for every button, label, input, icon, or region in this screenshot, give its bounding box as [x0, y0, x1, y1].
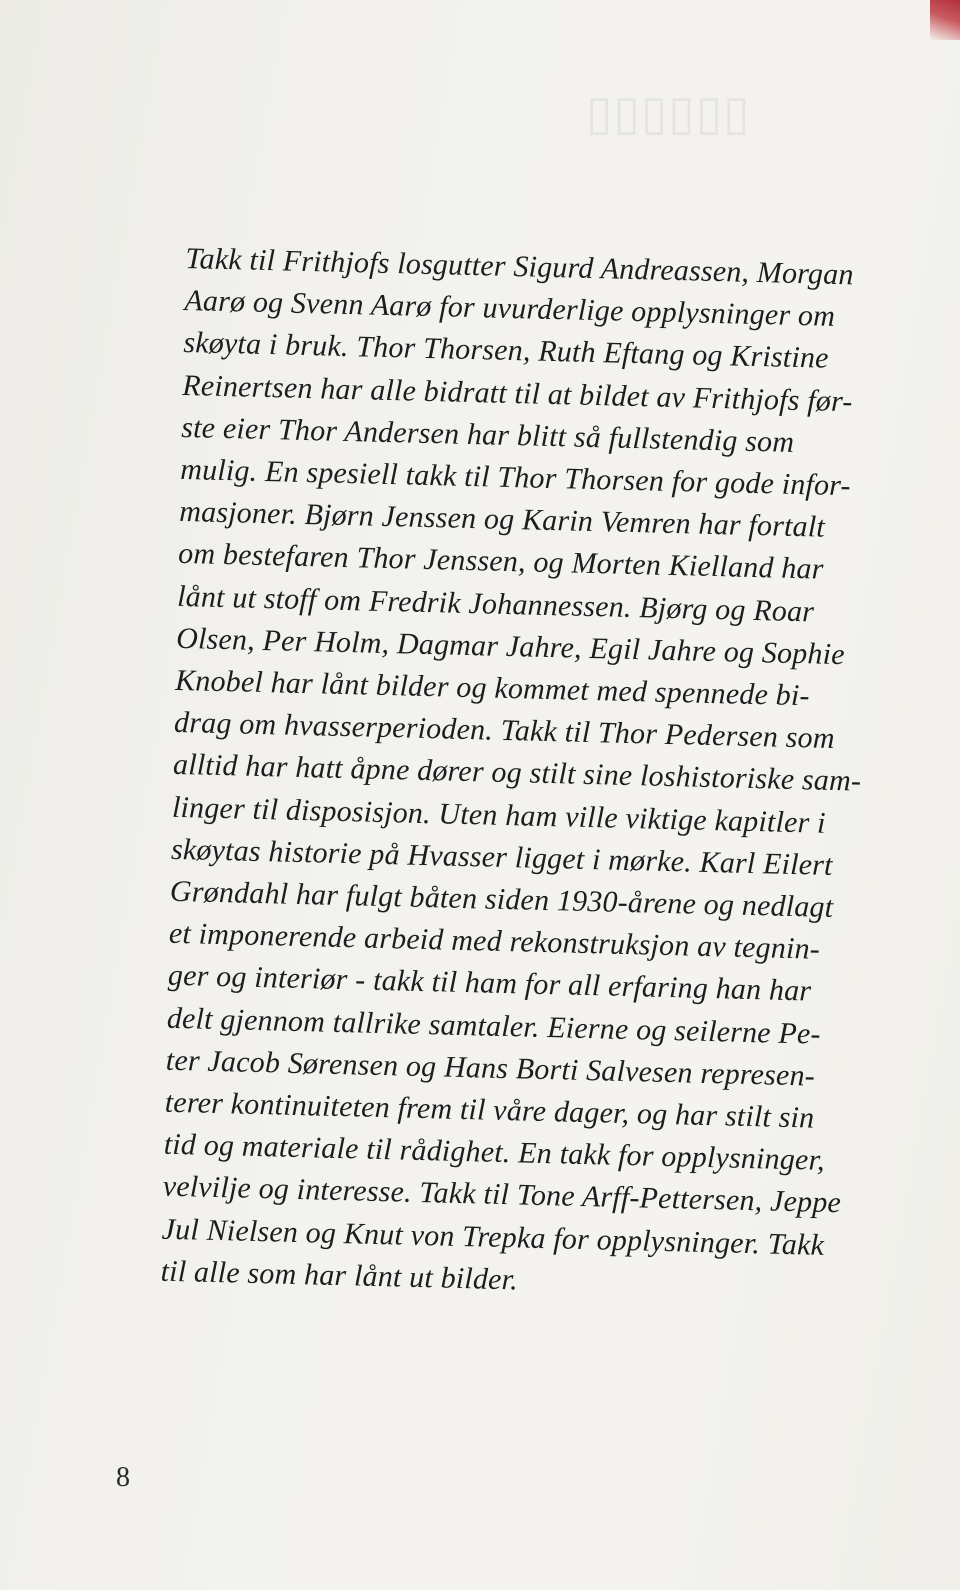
text-line: ste eier Thor Andersen har blitt så fullstendig som — [180, 410, 795, 459]
text-line: alltid har hatt åpne dører og stilt sine loshistoriske sam- — [172, 748, 862, 799]
page-number: 8 — [116, 1462, 130, 1493]
text-line: drag om hvasserperioden. Takk til Thor Pedersen som — [173, 706, 836, 756]
text-line: skøytas historie på Hvasser ligget i mørke. Karl Eilert — [170, 832, 834, 882]
text-line: Knobel har lånt bilder og kommet med spennede bi- — [174, 663, 811, 713]
text-line: Reinertsen har alle bidratt til at bildet av Frithjofs før- — [182, 368, 853, 418]
text-line: lånt ut stoff om Fredrik Johannessen. Bjørg og Roar — [176, 579, 815, 629]
acknowledgements-text — [160, 238, 916, 1311]
text-line: linger til disposisjon. Uten ham ville viktige kapitler i — [171, 790, 827, 840]
text-line: et imponerende arbeid med rekonstruksjon av tegnin- — [168, 917, 821, 966]
text-line: ter Jacob Sørensen og Hans Borti Salvesen represen- — [165, 1043, 816, 1093]
text-line: velvilje og interesse. Takk til Tone Arff-Pettersen, Jeppe — [162, 1170, 842, 1220]
text-line: Grøndahl har fulgt båten siden 1930-årene og nedlagt — [169, 874, 834, 925]
text-line: Takk til Frithjofs losgutter Sigurd Andreassen, Morgan — [185, 241, 855, 292]
text-line: Olsen, Per Holm, Dagmar Jahre, Egil Jahre og Sophie — [175, 621, 846, 672]
text-line: delt gjennom tallrike samtaler. Eierne og seilerne Pe- — [166, 1001, 822, 1051]
text-line: masjoner. Bjørn Jenssen og Karin Vemren har fortalt — [178, 495, 826, 544]
text-line: til alle som har lånt ut bilder. — [160, 1254, 519, 1297]
text-line: ger og interiør - takk til ham for all erfaring han har — [167, 959, 812, 1008]
text-line: terer kontinuiteten frem til våre dager, og har stilt sin — [164, 1085, 815, 1135]
text-line: Aarø og Svenn Aarø for uvurderlige opplysninger om — [184, 284, 836, 334]
text-line: Jul Nielsen og Knut von Trepka for opplysninger. Takk — [161, 1212, 825, 1262]
text-line: tid og materiale til rådighet. En takk for opplysninger, — [163, 1127, 826, 1178]
text-line: om bestefaren Thor Jenssen, og Morten Kielland har — [177, 537, 824, 587]
show-through-heading: ▯▯▯▯▯▯ — [585, 87, 750, 140]
book-cover-edge — [930, 0, 960, 40]
text-line: skøyta i bruk. Thor Thorsen, Ruth Eftang og Kristine — [183, 326, 830, 376]
text-line: mulig. En spesiell takk til Thor Thorsen for gode infor- — [179, 452, 852, 503]
